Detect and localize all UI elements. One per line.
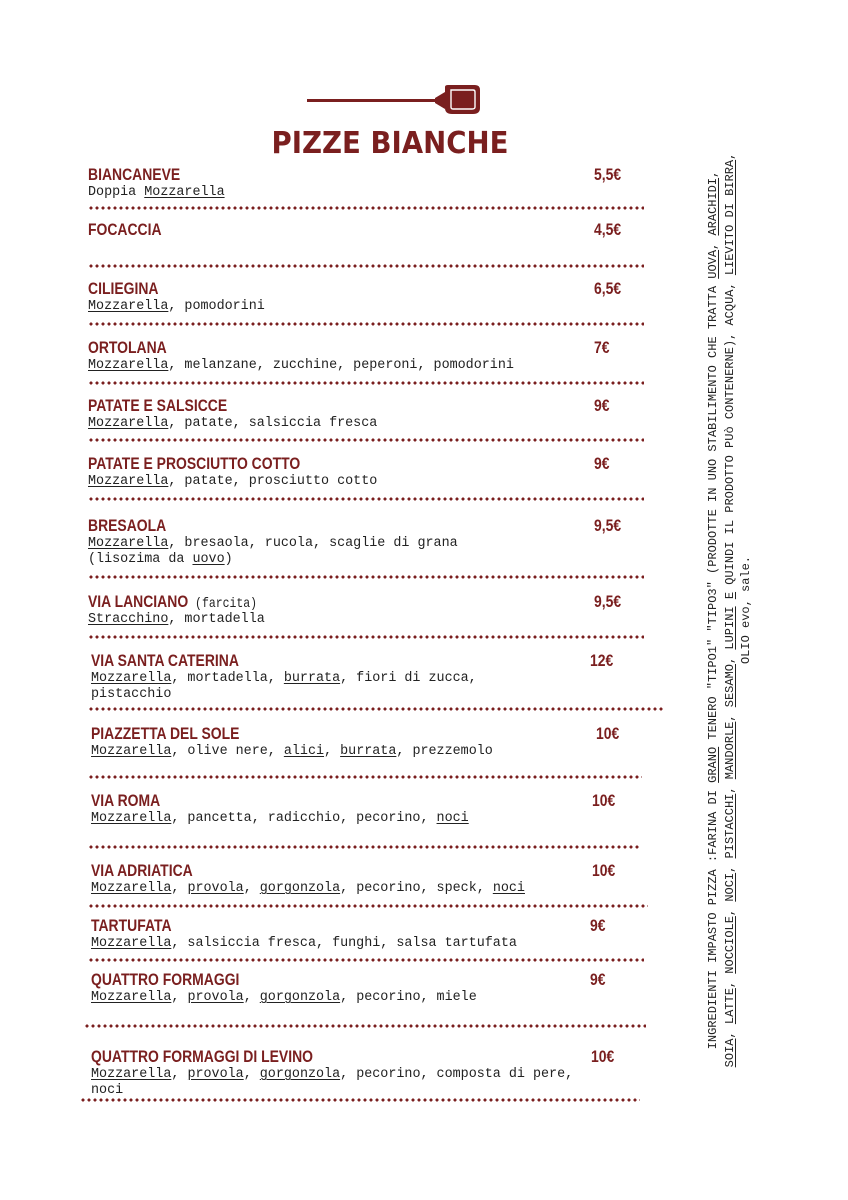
item-name: VIA SANTA CATERINA: [91, 651, 239, 670]
item-description: Mozzarella, bresaola, rucola, scaglie di grana (lisozima da uovo): [88, 536, 458, 567]
menu-item: [88, 338, 648, 378]
allergen-term: burrata: [340, 744, 397, 759]
allergen-term: provola: [187, 990, 244, 1005]
allergen-term: UOVA: [706, 249, 720, 279]
ingredients-note: [705, 140, 755, 1080]
menu-item: [88, 220, 648, 260]
allergen-term: provola: [187, 1067, 244, 1082]
dotted-divider: [88, 497, 644, 501]
item-description: Mozzarella, olive nere, alici, burrata, prezzemolo: [91, 744, 493, 759]
item-description: Mozzarella, mortadella, burrata, fiori di zucca, pistacchio: [91, 671, 477, 702]
allergen-term: Mozzarella: [91, 990, 172, 1005]
item-price: 9,5€: [594, 592, 622, 611]
menu-item: [88, 279, 648, 319]
dotted-divider: [80, 1098, 640, 1102]
dotted-divider: [88, 381, 644, 385]
item-description: Mozzarella, provola, gorgonzola, pecorino, speck, noci: [91, 881, 525, 896]
dotted-divider: [88, 635, 644, 639]
allergen-term: ARACHIDI: [706, 177, 720, 236]
allergen-term: noci: [436, 811, 469, 826]
item-name: ORTOLANA: [88, 338, 167, 357]
item-price: 9€: [594, 396, 610, 415]
allergen-term: gorgonzola: [259, 1067, 341, 1082]
item-description: Stracchino, mortadella: [88, 612, 265, 627]
dotted-divider: [88, 958, 644, 962]
allergen-term: NOCCIOLE: [722, 916, 737, 974]
allergen-term: GRANO: [706, 746, 720, 783]
menu-item: [88, 516, 648, 567]
allergen-term: SESAMO: [722, 664, 737, 708]
item-price: 10€: [592, 861, 616, 880]
dotted-divider: [88, 264, 644, 268]
allergen-term: Mozzarella: [91, 881, 172, 896]
dotted-divider: [88, 206, 644, 210]
allergen-term: gorgonzola: [259, 881, 341, 896]
dotted-divider: [88, 904, 648, 908]
allergen-term: Mozzarella: [91, 1067, 172, 1082]
item-name: BRESAOLA: [88, 516, 167, 535]
allergen-term: Mozzarella: [91, 671, 172, 686]
menu-item: [91, 970, 651, 1010]
item-name: TARTUFATA: [91, 916, 172, 935]
item-price: 10€: [591, 1047, 615, 1066]
allergen-term: burrata: [283, 671, 341, 686]
menu-item: [88, 165, 648, 205]
allergen-term: gorgonzola: [259, 990, 341, 1005]
allergen-term: NOCI: [722, 872, 737, 902]
allergen-term: Mozzarella: [144, 185, 225, 200]
dotted-divider: [88, 775, 642, 779]
item-price: 12€: [590, 651, 614, 670]
ingredients-line-1: INGREDIENTI IMPASTO PIZZA :FARINA DI GRANO TENERO "TIPO1" "TIPO3" (PRODOTTE IN UNO STABILIMENTO CHE TRATTA UOVA, ARACHIDI,: [706, 170, 720, 1050]
menu-item: [88, 454, 648, 494]
item-name: PATATE E PROSCIUTTO COTTO: [88, 454, 301, 473]
ingredients-line-3: OLIO evo, sale.: [739, 555, 753, 665]
pizza-peel-icon: [305, 84, 485, 124]
dotted-divider: [88, 575, 644, 579]
item-name: VIA ROMA: [91, 791, 161, 810]
dotted-divider: [84, 1024, 646, 1028]
allergen-term: MANDORLE: [722, 721, 737, 780]
allergen-term: Mozzarella: [88, 536, 169, 551]
item-name: QUATTRO FORMAGGI: [91, 970, 240, 989]
item-price: 9,5€: [594, 516, 622, 535]
item-price: 9€: [590, 970, 606, 989]
item-price: 10€: [592, 791, 616, 810]
item-description: Mozzarella, provola, gorgonzola, pecorino, composta di pere, noci: [91, 1067, 574, 1098]
item-description: Mozzarella, melanzane, zucchine, peperoni, pomodorini: [88, 358, 514, 373]
allergen-term: E: [722, 591, 737, 600]
allergen-term: Mozzarella: [88, 358, 169, 373]
item-description: Mozzarella, patate, salsiccia fresca: [88, 416, 378, 431]
allergen-term: SOIA: [722, 1038, 737, 1068]
item-description: Mozzarella, pomodorini: [88, 299, 265, 314]
allergen-term: Mozzarella: [91, 811, 172, 826]
item-price: 4,5€: [594, 220, 622, 239]
allergen-term: LATTE: [722, 988, 737, 1025]
allergen-term: uovo: [192, 552, 225, 567]
dotted-divider: [88, 845, 640, 849]
menu-item: [91, 861, 651, 901]
item-price: 10€: [596, 724, 620, 743]
menu-item: [91, 916, 651, 956]
allergen-term: PISTACCHI: [722, 793, 737, 859]
allergen-term: LIEVITO DI BIRRA: [722, 159, 737, 276]
item-name: BIANCANEVE: [88, 165, 181, 184]
item-price: 9€: [594, 454, 610, 473]
allergen-term: Stracchino: [88, 612, 169, 627]
allergen-term: noci: [492, 881, 525, 896]
item-name: PIAZZETTA DEL SOLE: [91, 724, 240, 743]
item-price: 5,5€: [594, 165, 622, 184]
item-price: 7€: [594, 338, 610, 357]
allergen-term: Mozzarella: [91, 936, 172, 951]
item-name: VIA LANCIANO (farcita): [88, 592, 258, 612]
allergen-term: Mozzarella: [88, 416, 169, 431]
allergen-term: Mozzarella: [88, 474, 169, 489]
dotted-divider: [88, 707, 663, 711]
dotted-divider: [88, 322, 644, 326]
allergen-term: LUPINI: [722, 606, 737, 650]
ingredients-line-2: SOIA, LATTE, NOCCIOLE, NOCI, PISTACCHI, MANDORLE, SESAMO, LUPINI E QUINDI IL PRODOTTO PUò CONTENERNE), ACQUA, LIEVITO DI BIRRA,: [722, 152, 737, 1068]
item-note: (farcita): [188, 596, 258, 612]
item-description: Mozzarella, patate, prosciutto cotto: [88, 474, 378, 489]
menu-item: [88, 592, 648, 632]
item-name: VIA ADRIATICA: [91, 861, 193, 880]
allergen-term: Mozzarella: [88, 299, 169, 314]
item-name: QUATTRO FORMAGGI DI LEVINO: [91, 1047, 314, 1066]
allergen-term: alici: [283, 744, 325, 759]
item-description: Mozzarella, provola, gorgonzola, pecorino, miele: [91, 990, 477, 1005]
item-name: FOCACCIA: [88, 220, 162, 239]
item-price: 9€: [590, 916, 606, 935]
menu-item: [91, 791, 651, 831]
menu-item: [91, 651, 651, 702]
item-name: CILIEGINA: [88, 279, 159, 298]
item-name: PATATE E SALSICCE: [88, 396, 228, 415]
page-title: PIZZE BIANCHE: [271, 126, 509, 161]
item-description: Mozzarella, salsiccia fresca, funghi, salsa tartufata: [91, 936, 517, 951]
menu-item: [91, 1047, 651, 1098]
allergen-term: provola: [187, 881, 244, 896]
menu-item: [91, 724, 651, 764]
item-description: Doppia Mozzarella: [88, 185, 225, 200]
menu-item: [88, 396, 648, 436]
allergen-term: Mozzarella: [91, 744, 172, 759]
item-price: 6,5€: [594, 279, 622, 298]
dotted-divider: [88, 438, 644, 442]
item-description: Mozzarella, pancetta, radicchio, pecorino, noci: [91, 811, 469, 826]
